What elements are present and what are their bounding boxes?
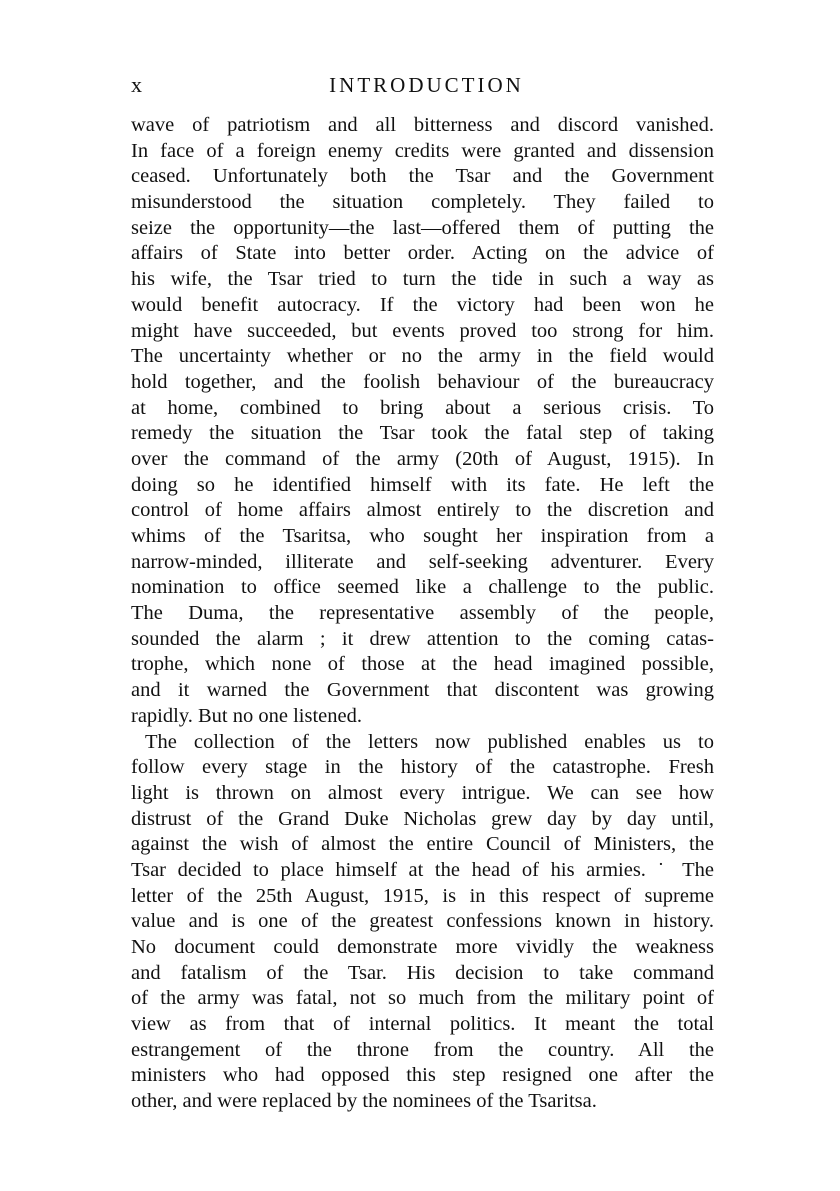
page-number: x: [131, 72, 143, 97]
text-line: letter of the 25th August, 1915, is in this respect of supreme: [131, 884, 714, 907]
body-text: [131, 113, 714, 1115]
text-line: against the wish of almost the entire Council of Ministers, the: [131, 833, 714, 856]
running-head: [131, 70, 714, 100]
text-line: other, and were replaced by the nominees of the Tsaritsa.: [131, 1090, 597, 1113]
text-line: at home, combined to bring about a serious crisis. To: [131, 396, 714, 419]
text-line: control of home affairs almost entirely to the discretion and: [131, 499, 714, 522]
text-line: estrangement of the throne from the country. All the: [131, 1038, 714, 1061]
text-line: of the army was fatal, not so much from the military point of: [131, 987, 714, 1010]
text-line: ceased. Unfortunately both the Tsar and the Government: [131, 165, 714, 188]
page-title: INTRODUCTION: [329, 73, 524, 97]
text-line: wave of patriotism and all bitterness and discord vanished.: [131, 114, 714, 136]
text-line: over the command of the army (20th of August, 1915). In: [131, 447, 714, 470]
text-line: narrow-minded, illiterate and self-seeking adventurer. Every: [131, 550, 714, 573]
text-line: The Duma, the representative assembly of the people,: [131, 602, 714, 625]
text-line: The collection of the letters now published enables us to: [145, 730, 714, 753]
text-line: No document could demonstrate more vividly the weakness: [131, 936, 714, 958]
text-line: ministers who had opposed this step resigned one after the: [131, 1064, 714, 1087]
text-line: light is thrown on almost every intrigue. We can see how: [131, 781, 714, 804]
text-line: sounded the alarm ; it drew attention to the coming catas-: [131, 627, 714, 650]
text-line: nomination to office seemed like a challenge to the public.: [131, 576, 714, 599]
paragraph: [131, 730, 714, 1115]
text-line: view as from that of internal politics. It meant the total: [131, 1013, 714, 1036]
text-line: value and is one of the greatest confessions known in history.: [131, 910, 714, 933]
text-line: follow every stage in the history of the catastrophe. Fresh: [131, 756, 714, 779]
text-line: doing so he identified himself with its fate. He left the: [131, 473, 714, 496]
text-line: seize the opportunity—the last—offered them of putting the: [131, 216, 714, 239]
text-line: his wife, the Tsar tried to turn the tide in such a way as: [131, 268, 714, 291]
text-line: The uncertainty whether or no the army in the field would: [131, 345, 714, 368]
text-line: In face of a foreign enemy credits were granted and dissension: [131, 139, 714, 162]
text-line: distrust of the Grand Duke Nicholas grew day by day until,: [131, 807, 714, 830]
text-line: might have succeeded, but events proved too strong for him.: [131, 319, 714, 342]
text-line: and fatalism of the Tsar. His decision to take command: [131, 961, 714, 984]
text-line: misunderstood the situation completely. They failed to: [131, 191, 714, 214]
text-line: hold together, and the foolish behaviour of the bureaucracy: [131, 370, 714, 393]
text-line: Tsar decided to place himself at the head of his armies. ˙ The: [131, 858, 714, 881]
text-line: trophe, which none of those at the head imagined possible,: [131, 653, 714, 676]
text-line: affairs of State into better order. Acting on the advice of: [131, 242, 714, 265]
text-line: rapidly. But no one listened.: [131, 704, 362, 727]
text-line: remedy the situation the Tsar took the fatal step of taking: [131, 422, 714, 445]
text-line: would benefit autocracy. If the victory had been won he: [131, 293, 714, 316]
text-line: and it warned the Government that discontent was growing: [131, 679, 714, 702]
paragraph: [131, 113, 714, 730]
text-line: whims of the Tsaritsa, who sought her inspiration from a: [131, 525, 714, 547]
